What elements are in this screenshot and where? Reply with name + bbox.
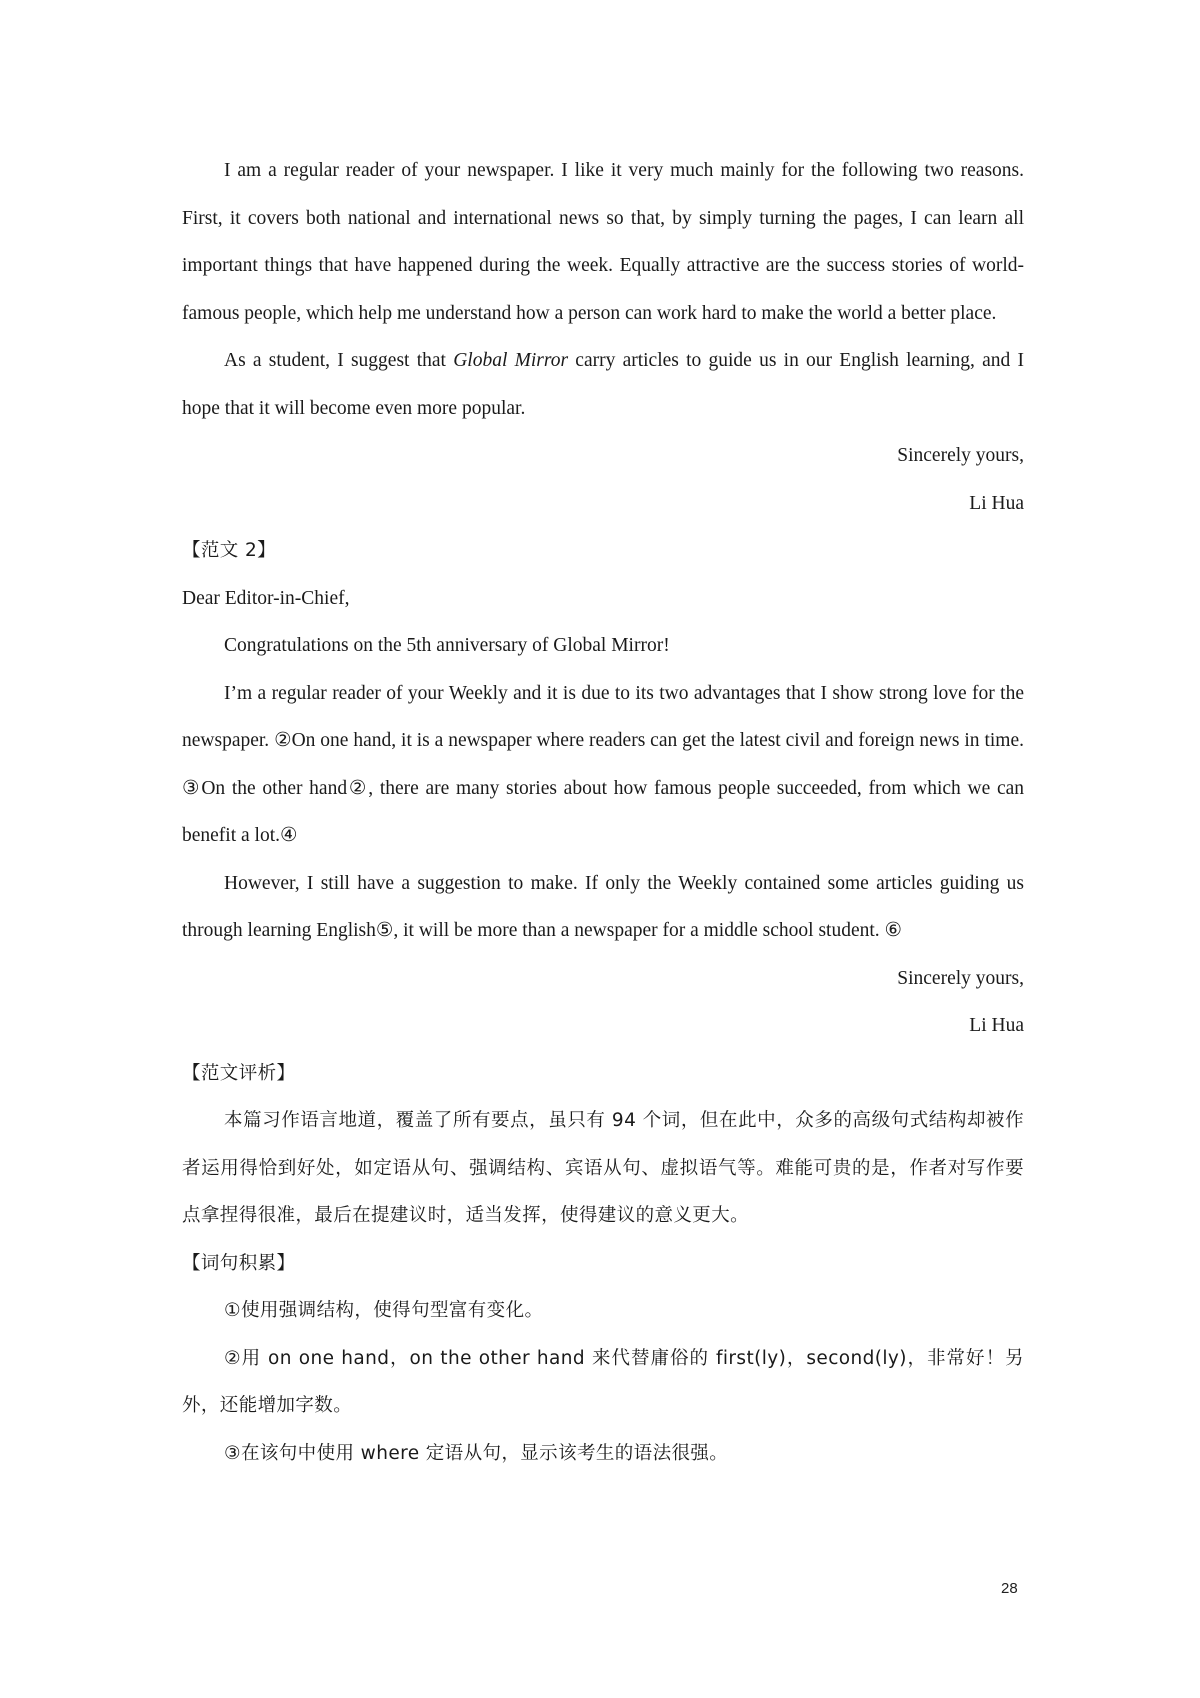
essay2-paragraph-1: Congratulations on the 5th anniversary of Global Mirror!	[224, 635, 670, 656]
vocab-item-3: ③在该句中使用 where 定语从句，显示该考生的语法很强。	[224, 1442, 729, 1464]
essay1-p2-start: As a student, I suggest that	[224, 350, 454, 371]
newspaper-title: Global Mirror	[453, 350, 569, 371]
essay1-paragraph-2	[182, 337, 1024, 432]
page-number: 28	[1001, 1580, 1018, 1597]
essay2-closing: Sincerely yours,	[897, 967, 1024, 989]
vocab-heading: 【词句积累】	[182, 1252, 296, 1274]
vocab-item-2: ②用 on one hand，on the other hand 来代替庸俗的 first(ly)，second(ly)，非常好！另外，还能增加字数。	[182, 1347, 1024, 1416]
essay1-signature: Li Hua	[969, 492, 1024, 514]
essay1-p2-end: carry articles to guide us in our English learning, and I hope that it will become even more popular.	[182, 350, 1024, 419]
page-content	[182, 147, 1024, 1477]
vocab-item-1: ①使用强调结构，使得句型富有变化。	[224, 1300, 544, 1321]
essay2-salutation: Dear Editor-in-Chief,	[182, 587, 350, 609]
essay2-paragraph-2: I’m a regular reader of your Weekly and it is due to its two advantages that I show strong love for the newspaper. ②On one hand, it is a newspaper where readers can get the latest civil and foreign news in time. ③On the other hand②, there are many stories about how famous people succeeded, from which we can benefit a lot.④	[182, 682, 1024, 846]
essay1-closing: Sincerely yours,	[897, 445, 1024, 466]
analysis-text: 本篇习作语言地道，覆盖了所有要点，虽只有 94 个词，但在此中，众多的高级句式结构却被作者运用得恰到好处，如定语从句、强调结构、宾语从句、虚拟语气等。难能可贵的是，作者对写作要点拿捏得很准，最后在提建议时，适当发挥，使得建议的意义更大。	[182, 1110, 1024, 1226]
analysis-heading: 【范文评析】	[182, 1062, 296, 1084]
essay1-paragraph-1: I am a regular reader of your newspaper. I like it very much mainly for the following two reasons. First, it covers both national and international news so that, by simply turning the pages, I can learn all important things that have happened during the week. Equally attractive are the success stories of world-famous people, which help me understand how a person can work hard to make the world a better place.	[182, 160, 1024, 324]
essay2-paragraph-3: However, I still have a suggestion to make. If only the Weekly contained some articles guiding us through learning English⑤, it will be more than a newspaper for a middle school student. ⑥	[182, 872, 1024, 941]
essay2-signature: Li Hua	[969, 1015, 1024, 1036]
essay2-heading: 【范文 2】	[182, 540, 277, 561]
